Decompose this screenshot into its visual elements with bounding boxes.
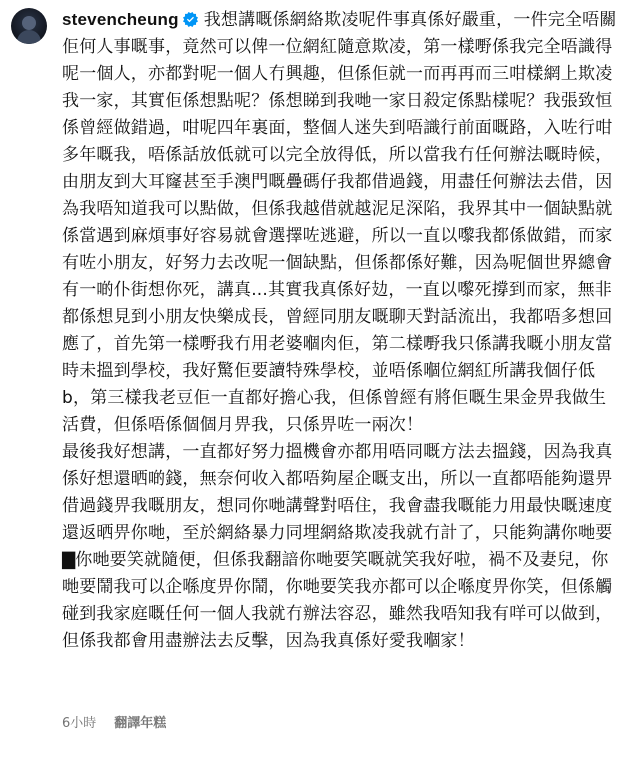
avatar-body-shape — [17, 30, 41, 44]
post-meta-row — [62, 712, 166, 731]
timestamp[interactable]: 6小時 — [62, 716, 97, 731]
avatar-head-shape — [22, 16, 36, 30]
see-translation-button[interactable]: 翻譯年糕 — [114, 716, 167, 731]
caption-container — [62, 6, 622, 655]
caption-text — [62, 6, 622, 655]
caption-paragraph-2: 最後我好想講，一直都好努力搵機會亦都用唔同嘅方法去搵錢，因為我真係好想還晒啲錢，無奈何收入都唔夠屋企嘅支出，所以一直都唔能夠還畀借過錢畀我嘅朋友，想同你哋講聲對唔住，我會盡我嘅能力用最快嘅速度還返晒畀你哋，至於網絡暴力同埋網絡欺凌我就冇計了，只能夠講你哋要▇你哋要笑就隨便，但係我翻諳你哋要笑嘅就笑我好啦，禍不及妻兒，你哋要鬧我可以企喺度畀你鬧，你哋要笑我亦都可以企喺度畀你笑，但係觸碰到我家庭嘅任何一個人我就冇辦法容忍，雖然我唔知我有咩可以做到，但係我都會用盡辦法去反擊，因為我真係好愛我嗰家！ — [62, 442, 613, 651]
username-link[interactable]: stevencheung — [62, 10, 179, 29]
caption-paragraph-1: 我想講嘅係網絡欺凌呢件事真係好嚴重，一件完全唔關佢何人事嘅事，竟然可以俾一位網紅隨意欺凌，第一樣嘢係我完全唔識得呢一個人，亦都對呢一個人冇興趣，但係佢就一而再再而三咁樣網上欺凌我一家，其實佢係想點呢？係想睇到我哋一家日殺定係點樣呢？我張致恒係曾經做錯過，咁呢四年裏面，整個人迷失到唔識行前面嘅路，入咗行咁多年嘅我，唔係話放低就可以完全放得低，所以當我冇任何辦法嘅時候，由朋友到大耳窿甚至手澳門嘅疊碼仔我都借過錢，用盡任何辦法去借，因為我唔知道我可以點做，但係我越借就越泥足深陷，我界其中一個缺點就係當遇到麻煩事好容易就會選擇咗逃避，所以一直以嚟我都係做錯，而家有咗小朋友，好努力去改呢一個缺點，但係都係好難，因為呢個世界總會有一啲仆街想你死，講真...其實我真係好攰，一直以嚟死撐到而家，無非都係想見到小朋友快樂成長，曾經同朋友嘅聊天對話流出，我都唔多想回應了，首先第一樣嘢我冇用老婆嗰肉佢，第二樣嘢我只係講我嘅小朋友當時未搵到學校，我好驚佢要讀特殊學校，並唔係嗰位網紅所講我個仔低b，第三樣我老豆佢一直都好擔心我，但係曾經有將佢嘅生果金畀我做生活費，但係唔係個個月畀我，只係畀咗一兩次！ — [62, 10, 617, 435]
verified-badge-icon — [183, 12, 198, 27]
avatar[interactable] — [11, 8, 47, 44]
